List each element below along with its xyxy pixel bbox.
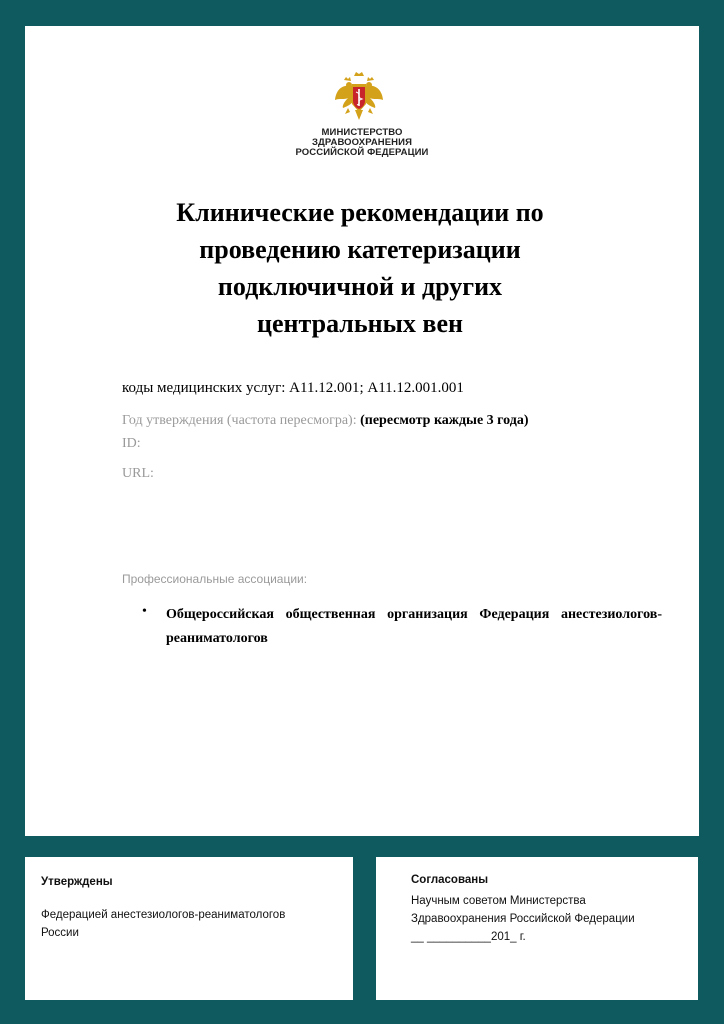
approved-heading: Утверждены — [41, 876, 113, 888]
url-label: URL: — [122, 466, 154, 481]
approved-line: России — [41, 927, 79, 939]
associations-label: Профессиональные ассоциации: — [122, 572, 308, 586]
association-item: Общероссийская общественная организация Федерация анестезиологов-реаниматологов — [166, 607, 662, 646]
approved-line: Федерацией анестезиологов-реаниматологов — [41, 909, 286, 921]
document-title — [150, 194, 570, 342]
agreed-box — [376, 857, 698, 1000]
ministry-line: ЗДРАВООХРАНЕНИЯ — [311, 137, 413, 148]
id-label: ID: — [122, 436, 141, 451]
agreed-heading: Согласованы — [411, 874, 489, 886]
agreed-line: Научным советом Министерства — [411, 895, 586, 907]
title-line: проведению катетеризации — [199, 235, 521, 264]
approval-year-label: Год утверждения (частота пересмогра): — [122, 413, 357, 428]
approved-body — [41, 906, 341, 942]
double-headed-eagle-emblem-icon — [334, 70, 384, 122]
agreed-line: Здравоохранения Российской Федерации — [411, 913, 635, 925]
approval-year — [122, 413, 529, 429]
ministry-name — [280, 128, 444, 158]
approved-box — [25, 857, 353, 1000]
bullet-icon: • — [142, 604, 147, 619]
title-line: центральных вен — [257, 309, 463, 338]
service-codes: коды медицинских услуг: А11.12.001; А11.12.001.001 — [122, 380, 464, 396]
ministry-line: МИНИСТЕРСТВО — [321, 127, 403, 138]
agreed-body — [411, 892, 696, 946]
title-line: подключичной и других — [217, 272, 503, 301]
title-line: Клинические рекомендации по — [176, 198, 544, 227]
ministry-line: РОССИЙСКОЙ ФЕДЕРАЦИИ — [295, 147, 429, 158]
agreed-line: __ __________201_ г. — [411, 931, 526, 943]
approval-year-value: (пересмотр каждые 3 года) — [360, 413, 529, 428]
